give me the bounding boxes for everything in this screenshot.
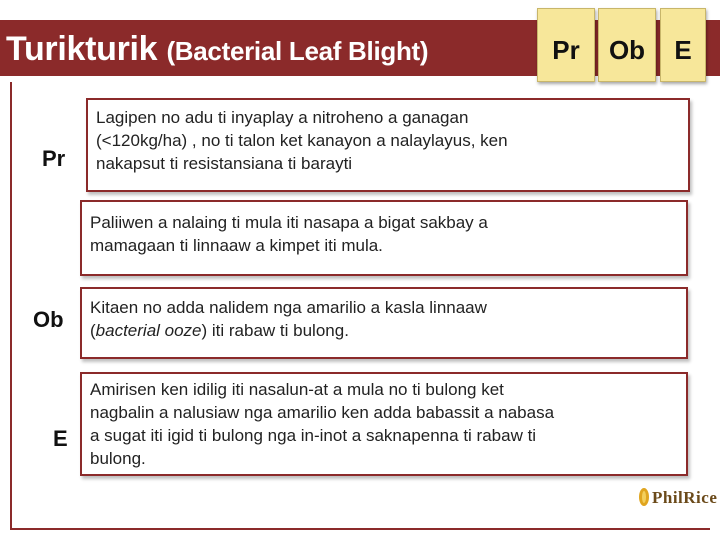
left-divider	[10, 82, 12, 530]
row-label-pr: Pr	[42, 146, 66, 171]
tab-e[interactable]	[660, 8, 706, 82]
pr-line: nakapsut ti resistansiana ti barayti	[96, 154, 353, 173]
e-line: bulong.	[90, 449, 146, 468]
ob2-line	[90, 296, 680, 319]
ob-text-1	[90, 211, 680, 257]
e-text	[90, 378, 684, 470]
philrice-logo	[636, 484, 718, 510]
ob2-line-1: Kitaen no adda nalidem nga amarilio a kasla linnaaw	[90, 298, 487, 317]
ob1-line: mamagaan ti linnaaw a kimpet iti mula.	[90, 236, 383, 255]
bottom-divider	[10, 528, 710, 530]
tab-e-label: E	[674, 34, 692, 65]
row-label-ob: Ob	[33, 307, 64, 332]
ob-text-2	[90, 296, 680, 342]
tab-pr-label: Pr	[552, 34, 580, 65]
rice-grain-icon	[636, 486, 652, 508]
row-label-e: E	[53, 426, 68, 451]
tab-ob-label: Ob	[608, 34, 646, 65]
pr-line: (<120kg/ha) , no ti talon ket kanayon a nalaylayus, ken	[96, 131, 508, 150]
ob1-line: Paliiwen a nalaing ti mula iti nasapa a bigat sakbay a	[90, 213, 488, 232]
e-line: a sugat iti igid ti bulong nga in-inot a saknapenna ti rabaw ti	[90, 426, 537, 445]
ob2-open-paren: (	[90, 321, 96, 340]
title-main: Turikturik	[6, 30, 158, 68]
slide-title	[6, 30, 428, 69]
ob2-line-2-rest: ) iti rabaw ti bulong.	[201, 321, 349, 340]
e-line: nagbalin a nalusiaw nga amarilio ken adda babassit a nabasa	[90, 403, 555, 422]
pr-text	[96, 106, 686, 175]
pr-line: Lagipen no adu ti inyaplay a nitroheno a ganagan	[96, 108, 469, 127]
e-line: Amirisen ken idilig iti nasalun-at a mula no ti bulong ket	[90, 380, 504, 399]
logo-text: PhilRice	[652, 488, 718, 507]
ob2-line	[90, 319, 680, 342]
tab-pr[interactable]	[537, 8, 595, 82]
title-subtitle: (Bacterial Leaf Blight)	[166, 36, 429, 66]
ob2-italic-term: bacterial ooze	[95, 321, 202, 340]
tab-ob[interactable]	[598, 8, 656, 82]
